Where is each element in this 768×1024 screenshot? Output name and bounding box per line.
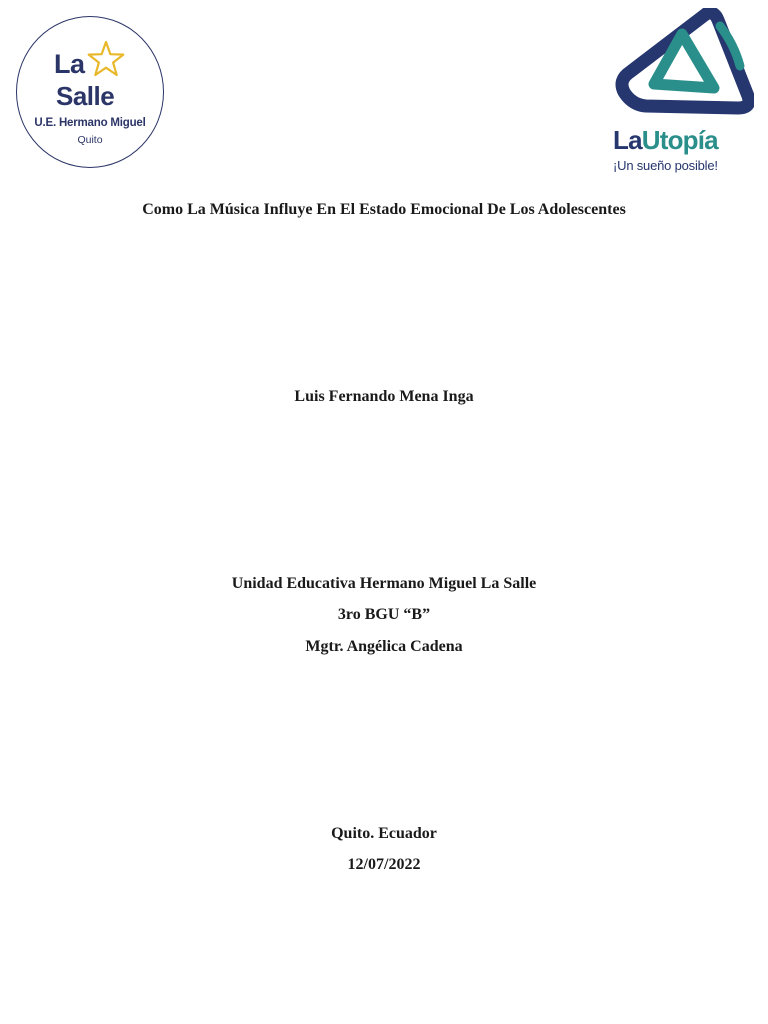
teacher-name: Mgtr. Angélica Cadena	[305, 638, 463, 655]
logo-utopia-name-part2: Utopía	[641, 125, 718, 155]
logo-utopia-tagline: ¡Un sueño posible!	[613, 158, 718, 173]
author-name: Luis Fernando Mena Inga	[294, 388, 474, 405]
institution-name: Unidad Educativa Hermano Miguel La Salle	[231, 575, 537, 592]
logo-utopia-name-part1: La	[613, 125, 642, 155]
la-salle-logo	[16, 16, 164, 168]
logo-utopia-name	[613, 127, 718, 153]
logo-city-name: Quito	[77, 134, 103, 146]
logo-la-text: La	[54, 49, 85, 79]
course-name: 3ro BGU “B”	[337, 606, 431, 623]
document-date: 12/07/2022	[347, 856, 421, 873]
logo-school-name: U.E. Hermano Miguel	[34, 117, 146, 129]
star-icon	[86, 39, 126, 79]
city-country: Quito. Ecuador	[331, 825, 437, 842]
la-utopia-logo	[604, 8, 754, 180]
document-title: Como La Música Influye En El Estado Emocional De Los Adolescentes	[142, 201, 626, 218]
triangle-mark-icon	[610, 8, 754, 120]
logo-salle-text: Salle	[56, 81, 115, 111]
